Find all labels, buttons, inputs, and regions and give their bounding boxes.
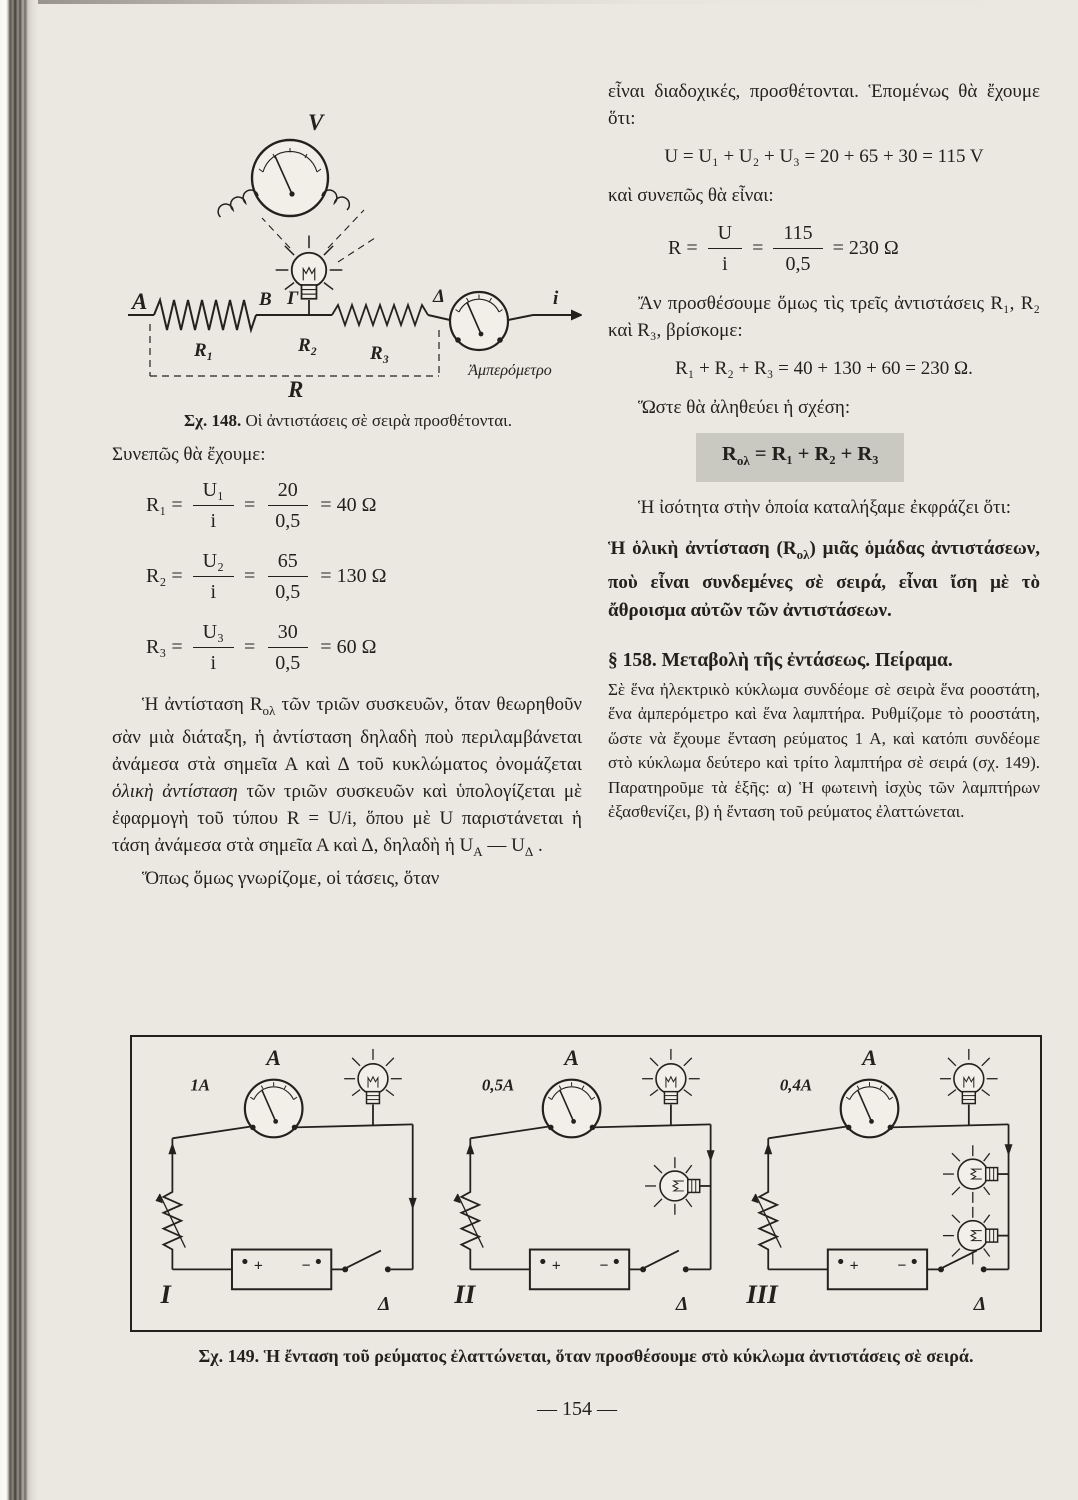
voltmeter-label: V — [308, 110, 324, 135]
right-column — [608, 78, 1040, 892]
current-down-arrow — [409, 1198, 417, 1210]
label-r2: R₂ — [298, 335, 318, 356]
current-arrowhead — [571, 310, 582, 321]
switch-contact — [981, 1266, 987, 1272]
paragraph-successive: εἶναι διαδοχικές, προσθέτονται. Ἑπομένως θὰ ἔχουμε ὅτι: — [608, 81, 1040, 129]
label-point-delta: Δ — [433, 286, 445, 307]
battery-minus-label: − — [897, 1257, 907, 1275]
current-up-arrow — [168, 1142, 176, 1154]
circuit-numeral: II — [454, 1279, 476, 1310]
switch-label: Δ — [377, 1293, 391, 1316]
battery-plus-label: + — [849, 1257, 859, 1275]
circuit-numeral: I — [160, 1279, 171, 1310]
label-point-a: A — [132, 289, 148, 314]
lamp-icon — [645, 1157, 700, 1215]
ammeter-icon — [543, 1080, 601, 1138]
switch-pivot — [342, 1266, 348, 1272]
current-down-arrow — [1005, 1144, 1013, 1156]
ammeter-reading: 0,4A — [779, 1075, 813, 1095]
equation-voltage-sum: U = U₁ + U₂ + U₃ = 20 + 65 + 30 = 115 V — [664, 146, 984, 167]
ammeter-icon — [245, 1080, 303, 1138]
circuit-two — [453, 1046, 714, 1315]
current-up-arrow — [764, 1142, 772, 1154]
figure-149-frame — [130, 1035, 1042, 1332]
label-point-b: B — [259, 289, 272, 310]
paragraph-rule-bold: Ἡ ὁλικὴ ἀντίσταση $(R_{o\lambda})$ μιᾶς ὁμάδας ἀντιστάσεων, ποὺ εἶναι συνδεμένες σὲ σειρά, εἶναι ἴση μὲ τὸ ἄθροισμα αὐτῶν τῶν ἀντιστάσεων. — [608, 538, 1040, 621]
ammeter-reading: 1A — [190, 1075, 211, 1095]
section-158-heading: § 158. Μεταβολὴ τῆς ἐντάσεως. Πείραμα. — [608, 649, 953, 671]
equation-resistance-sum: R₁ + R₂ + R₃ = 40 + 130 + 60 = 230 Ω. — [675, 358, 973, 379]
ammeter-reading: 0,5A — [481, 1075, 515, 1095]
equation-r2: R₂ = $\frac{\text{U₂}}{i}$ = $\frac{65}{0,5}$ = 130 Ω — [146, 550, 387, 603]
formula-box-total-resistance: $R_{o\lambda} = R_1 + R_2 + R_3$ — [696, 433, 904, 482]
battery-plus-label: + — [253, 1257, 263, 1275]
ammeter-icon — [450, 292, 508, 350]
current-up-arrow — [466, 1142, 474, 1154]
label-point-gamma: Γ — [287, 288, 299, 309]
battery-icon — [232, 1250, 331, 1290]
equation-r3: R₃ = $\frac{\text{U₃}}{i}$ = $\frac{30}{0,5}$ = 60 Ω — [146, 621, 377, 674]
equation-r1: R₁ = $\frac{\text{U₁}}{i}$ = $\frac{20}{0,5}$ = 40 Ω — [146, 479, 377, 532]
paragraph-voltages-intro: Ὅπως ὅμως γνωρίζομε, οἱ τάσεις, ὅταν — [142, 867, 440, 889]
paragraph-equality-expresses: Ἡ ἰσότητα στὴν ὁποία καταλήξαμε ἐκφράζει ὅτι: — [638, 497, 1011, 519]
figure-148-circuit-diagram — [112, 78, 582, 400]
paragraph-add-resistances: Ἄν προσθέσουμε ὅμως τὶς τρεῖς ἀντιστάσεις R₁, R₂ καὶ R₃, βρίσκομε: — [608, 293, 1040, 341]
figure-149 — [130, 1035, 1042, 1367]
paragraph-therefore: καὶ συνεπῶς θὰ εἶναι: — [608, 185, 774, 206]
current-down-arrow — [707, 1150, 715, 1162]
circuit-three — [745, 1046, 1012, 1315]
battery-plus-label: + — [551, 1257, 561, 1275]
rheostat-icon — [751, 1188, 781, 1254]
voltmeter-icon — [218, 110, 349, 217]
formula-box-wrap — [608, 421, 1040, 494]
ammeter-icon — [841, 1080, 899, 1138]
ammeter-letter: A — [266, 1045, 281, 1070]
lamp-icon — [262, 210, 378, 315]
circuit-numeral: III — [746, 1279, 778, 1310]
switch-contact — [385, 1266, 391, 1272]
label-r-total: R — [288, 377, 304, 400]
section-158-body: Σὲ ἕνα ἠλεκτρικὸ κύκλωμα συνδέομε σὲ σειρὰ ἕνα ροοστάτη, ἕνα ἀμπερόμετρο καὶ ἕνα λαμπτήρα. Ρυθμίζομε τὸ ροοστάτη, ὥστε νὰ ἔχουμε ἔνταση ρεύματος 1 Α, καὶ κατόπι συνδέομε στὸ κύκλωμα δεύτερο καὶ τρίτο λαμπτήρα σὲ σειρά (σχ. 149). Παρατηροῦμε τὰ ἑξῆς: α) Ἡ φωτεινὴ ἰσχὺς τῶν λαμπτήρων ἐξασθενίζει, β) ἡ ἔνταση τοῦ ρεύματος ἐλαττώνεται. — [608, 679, 1040, 822]
ammeter-letter: A — [564, 1045, 579, 1070]
figure-149-caption: Σχ. 149. Ἡ ἔνταση τοῦ ρεύματος ἐλαττώνεται, ὅταν προσθέσουμε στὸ κύκλωμα ἀντιστάσεις σὲ σειρά. — [198, 1346, 974, 1366]
switch-pivot — [640, 1266, 646, 1272]
ammeter-letter: A — [862, 1045, 877, 1070]
switch-contact — [683, 1266, 689, 1272]
switch-label: Δ — [675, 1293, 689, 1316]
page-content — [0, 78, 1078, 892]
label-r3: R₃ — [370, 343, 390, 364]
switch-label: Δ — [973, 1293, 987, 1316]
label-r1: R₁ — [194, 340, 214, 361]
battery-minus-label: − — [599, 1257, 609, 1275]
rheostat-icon — [453, 1188, 483, 1254]
battery-icon — [828, 1250, 927, 1290]
paragraph-relation-holds: Ὥστε θὰ ἀληθεύει ἡ σχέση: — [638, 397, 851, 418]
figure-149-circuits-diagram — [134, 1039, 1038, 1325]
lamp-icon — [943, 1145, 998, 1203]
battery-minus-label: − — [301, 1257, 311, 1275]
lamp-icon — [943, 1207, 998, 1265]
circuit-one — [156, 1046, 417, 1315]
switch-pivot — [938, 1266, 944, 1272]
lamp-icon — [344, 1049, 402, 1104]
lamp-icon — [940, 1049, 998, 1104]
left-column — [112, 78, 582, 892]
label-ammeter: Ἀμπερόμετρο — [468, 362, 552, 379]
lamp-icon — [642, 1049, 700, 1104]
equations-intro: Συνεπῶς θὰ ἔχουμε: — [112, 444, 266, 465]
rheostat-icon — [156, 1188, 186, 1254]
paragraph-total-resistance: Ἡ ἀντίσταση $R_{o\lambda}$ τῶν τριῶν συσκευῶν, ὅταν θεωρηθοῦν σὰν μιὰ διάταξη, ἡ ἀντίσταση δηλαδὴ ποὺ περιλαμβάνεται ἀνάμεσα στὰ σημεῖα Α καὶ Δ τοῦ κυκλώματος ὀνομάζεται ὁλικὴ ἀντίσταση τῶν τριῶν συσκευῶν καὶ ὑπολογίζεται μὲ ἐφαρμογὴ τοῦ τύπου R = U/i, ὅπου μὲ U παριστάνεται ἡ τάση ἀνάμεσα στὰ σημεῖα Α καὶ Δ, δηλαδὴ ἡ $U_A$ — $U_\Delta$ . — [112, 694, 582, 859]
page-number: — 154 — — [537, 1398, 617, 1420]
figure-148-caption: Σχ. 148. Οἱ ἀντιστάσεις σὲ σειρὰ προσθέτονται. — [184, 411, 512, 430]
battery-icon — [530, 1250, 629, 1290]
equation-total-r: R = $\frac{U}{i}$ = $\frac{115}{0,5}$ = 230 Ω — [668, 222, 899, 275]
label-current-i: i — [553, 288, 559, 309]
